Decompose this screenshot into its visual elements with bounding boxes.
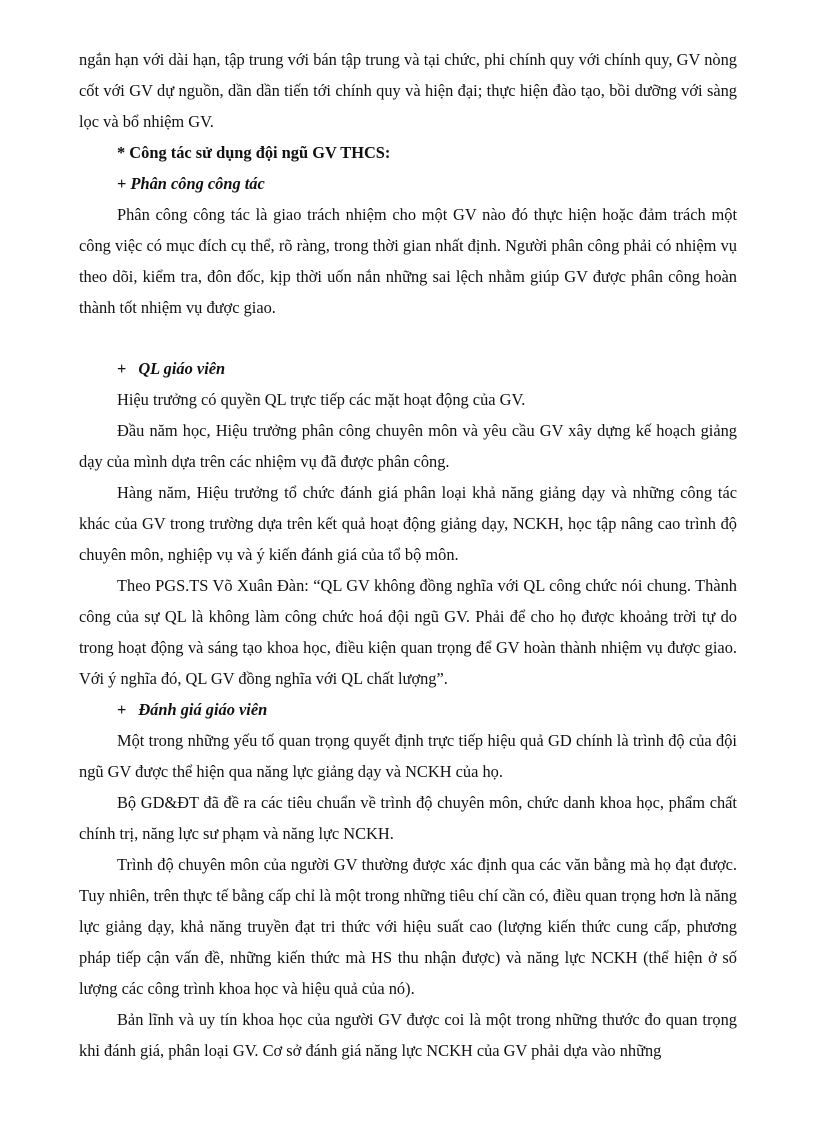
paragraph-intro-continued: ngắn hạn với dài hạn, tập trung với bán tập trung và tại chức, phi chính quy với chính quy, GV nòng cốt với GV dự nguồn, dần dần tiến tới chính quy và hiện đại; thực hiện đào tạo, bồi dưỡng với sàng lọc và bổ nhiệm GV. — [79, 50, 737, 131]
subheading-phan-cong — [79, 168, 737, 199]
paragraph-danh-gia-2: Bộ GD&ĐT đã đề ra các tiêu chuẩn về trình độ chuyên môn, chức danh khoa học, phẩm chất chính trị, năng lực sư phạm và năng lực NCKH. — [79, 793, 737, 843]
subheading-danh-gia-text: Đánh giá giáo viên — [138, 700, 268, 719]
paragraph-danh-gia-1: Một trong những yếu tố quan trọng quyết định trực tiếp hiệu quả GD chính là trình độ của đội ngũ GV được thể hiện qua năng lực giảng dạy và NCKH của họ. — [79, 731, 737, 781]
blank-line — [79, 323, 737, 353]
paragraph-ql-1: Hiệu trưởng có quyền QL trực tiếp các mặt hoạt động của GV. — [117, 390, 526, 409]
paragraph-ql-2: Đầu năm học, Hiệu trưởng phân công chuyên môn và yêu cầu GV xây dựng kế hoạch giảng dạy của mình dựa trên các nhiệm vụ đã được phân công. — [79, 421, 737, 471]
paragraph-danh-gia-3: Trình độ chuyên môn của người GV thường được xác định qua các văn bằng mà họ đạt được. Tuy nhiên, trên thực tế bằng cấp chỉ là một trong những tiêu chí cần có, điều quan trọng hơn là năng lực giảng dạy, khả năng truyền đạt tri thức với hiệu suất cao (lượng kiến thức cung cấp, phương pháp tiếp cận vấn đề, những kiến thức mà HS thu nhận được) và năng lực NCKH (thể hiện ở số lượng các công trình khoa học và hiệu quả của nó). — [79, 855, 737, 998]
subheading-ql-giao-vien — [79, 353, 737, 384]
paragraph-ql-quote: Theo PGS.TS Võ Xuân Đàn: “QL GV không đồng nghĩa với QL công chức nói chung. Thành công của sự QL là không làm công chức hoá đội ngũ GV. Phải để cho họ được khoảng trời tự do trong hoạt động và sáng tạo khoa học, điều kiện quan trọng để GV hoàn thành nhiệm vụ được giao. Với ý nghĩa đó, QL GV đồng nghĩa với QL chất lượng”. — [79, 576, 737, 688]
plus-marker: + — [117, 174, 127, 193]
subheading-ql-text: QL giáo viên — [138, 359, 226, 378]
plus-marker: + — [117, 700, 127, 719]
section-heading-su-dung — [79, 137, 737, 168]
paragraph-ql-3: Hàng năm, Hiệu trưởng tổ chức đánh giá phân loại khả năng giảng dạy và những công tác khác của GV trong trường dựa trên kết quả hoạt động giảng dạy, NCKH, học tập nâng cao trình độ chuyên môn, nghiệp vụ và ý kiến đánh giá của tổ bộ môn. — [79, 483, 737, 564]
subheading-danh-gia — [79, 694, 737, 725]
paragraph-danh-gia-4: Bản lĩnh và uy tín khoa học của người GV được coi là một trong những thước đo quan trọng khi đánh giá, phân loại GV. Cơ sở đánh giá năng lực NCKH của GV phải dựa vào những — [79, 1010, 737, 1060]
document-page — [79, 44, 737, 1066]
section-heading-text: * Công tác sử dụng đội ngũ GV THCS: — [117, 143, 391, 162]
subheading-phan-cong-text: Phân công công tác — [130, 174, 265, 193]
plus-marker: + — [117, 359, 127, 378]
paragraph-phan-cong: Phân công công tác là giao trách nhiệm cho một GV nào đó thực hiện hoặc đảm trách một công việc có mục đích cụ thể, rõ ràng, trong thời gian nhất định. Người phân công phải có nhiệm vụ theo dõi, kiểm tra, đôn đốc, kịp thời uốn nắn những sai lệch nhằm giúp GV được phân công hoàn thành tốt nhiệm vụ được giao. — [79, 205, 737, 317]
